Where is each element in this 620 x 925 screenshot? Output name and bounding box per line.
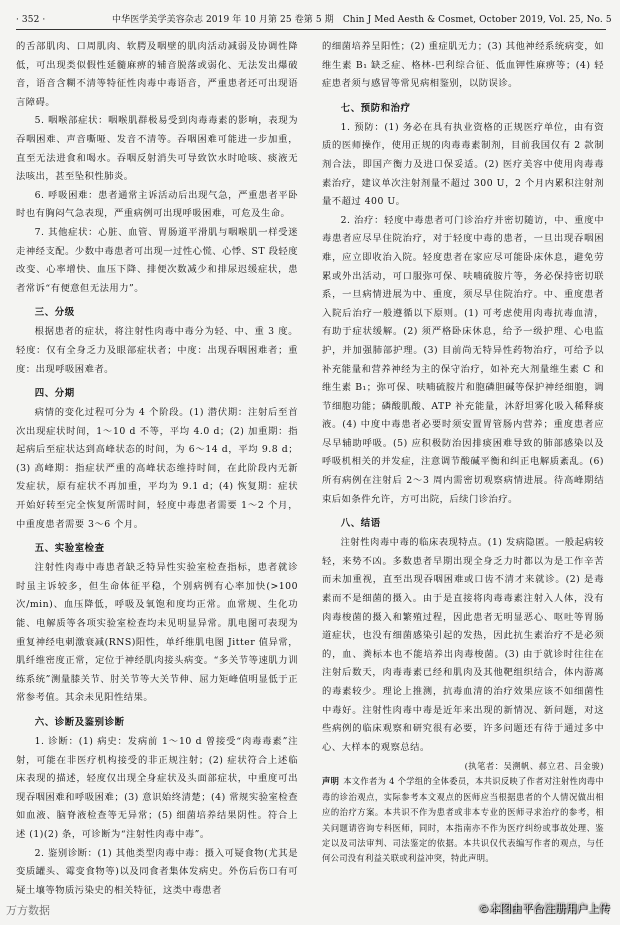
paragraph: 的舌部肌肉、口周肌肉、软腭及咽壁的肌肉活动减弱及协调性降低，可出现类似假性延髓麻痹的辅音脱落或弱化、无法发出爆破音，语音含糊不清等特征性肉毒中毒语音，严重患者还可出现语言障碍。: [16, 41, 298, 108]
disclaimer-statement: [322, 774, 604, 866]
paragraph: 6. 呼吸困难：患者通常主诉活动后出现气急，严重患者平卧时也有胸闷气急表现，严重病例可出现呼吸困难，可危及生命。: [16, 189, 298, 220]
paragraph: 7. 其他症状：心脏、血管、胃肠道平滑肌与咽喉肌一样受迷走神经支配。少数中毒患者可出现一过性心慌、心悸、ST 段轻度改变、心率增快、血压下降、排便次数减少和排尿迟缓症状，患者常诉“有便意但无法用力”。: [16, 226, 298, 294]
section-heading: 八、结语: [340, 518, 381, 530]
upload-watermark: ©本图由平台注册用户上传: [478, 902, 610, 915]
paragraph: 病情的变化过程可分为 4 个阶段。(1) 潜伏期：注射后至首次出现症状时间，1～10 d 不等，平均 4.0 d；(2) 加重期：指起病后至症状达到高峰状态的时间，为 6～14 d，平均 9.8 d；(3) 高峰期：指症状严重的高峰状态维持时间，在此阶段内无新发症状，原有症状不再加重，平均为 9.1 d；(4) 恢复期：症状开始好转至完全恢复所需时间，轻度中毒患者需要 1～2 个月，中重度患者需要 3～6 个月。: [16, 407, 298, 530]
statement-label: 声明: [322, 776, 340, 787]
paragraph: 根据患者的症状，将注射性肉毒中毒分为轻、中、重 3 度。轻度：仅有全身乏力及眼部症状者；中度：出现吞咽困难者；重度：出现呼吸困难者。: [16, 326, 298, 375]
paragraph: 注射性肉毒中毒患者缺乏特异性实验室检查指标，患者就诊时虽主诉较多，但生命体征平稳，个别病例有心率加快(>100 次/min)、血压降低，呼吸及氧饱和度均正常。血常规、生化功能、电解质等各项实验室检查均未见明显异常。肌电图可表现为重复神经电刺激衰减(RNS)阳性，单纤维肌电图 Jitter 值异常，肌纤维密度正常，定位于神经肌肉接头病变。“多关节等速肌力训练系统”测量膝关节、肘关节等大关节伸、屈力矩峰值明显低于正常参考值。其余未见阳性结果。: [16, 562, 298, 704]
paragraph: 注射性肉毒中毒的临床表现特点。(1) 发病隐匿。一般起病较轻，来势不凶。多数患者早期出现全身乏力时都以为是工作辛苦而未加重视，直至出现吞咽困难或口齿不清才来就诊。(2) 是毒素而不是细菌的摄入。由于是直接将肉毒毒素注射入人体，没有肉毒梭菌的摄入和繁殖过程，因此患者无明显恶心、呕吐等胃肠道症状，也没有细菌感染引起的发热，因此抗生素治疗不是必须的，血、粪标本也不能培养出肉毒梭菌。(3) 由于就诊时往往在注射后数天，肉毒毒素已经和肌肉及其他靶组织结合，体内游离的毒素较少。理论上推测，抗毒血清的治疗效果应该不如细菌性中毒好。注射性肉毒中毒是近年来出现的新情况、新问题，对这些病例的临床观察和研究很有必要，许多问题还有待于通过多中心、大样本的观察总结。: [322, 537, 604, 753]
section-heading: 五、实验室检查: [34, 543, 105, 555]
author-credit: (执笔者：吴溯帆、郝立君、吕金骏): [464, 761, 604, 772]
paragraph: 5. 咽喉部症状：咽喉肌群极易受到肉毒毒素的影响，表现为吞咽困难、声音嘶哑、发音不清等。吞咽困难可能进一步加重，直至无法进食和喝水。吞咽反射消失可导致饮水时呛咳、痰液无法咳出，甚至坠积性肺炎。: [16, 115, 298, 183]
section-heading: 六、诊断及鉴别诊断: [34, 717, 125, 728]
wanfang-watermark: 万方数据: [6, 904, 50, 917]
statement-text: 本文作者为 4 个学组的全体委员，本共识反映了作者对注射性肉毒中毒的诊治观点，实际参考本文观点的医师应当根据患者的个人情况做出相应的治疗方案。本共识不作为患者或非本专业的医师寻求治疗的参考，相关问题请咨询专科医师，同时，本指南亦不作为医疗纠纷或事故处理、鉴定以及司法审判、司法鉴定的依据。本共识仅代表编写作者的观点，与任何公司没有利益关联或利益冲突，特此声明。: [322, 776, 604, 864]
journal-title: 中华医学美学美容杂志 2019 年 10 月第 25 卷第 5 期 Chin J Med Aesth & Cosmet, October 2019, Vol. 25, No. 5: [112, 15, 612, 25]
section-heading: 四、分期: [34, 388, 75, 400]
running-header: [16, 13, 612, 30]
section-heading: 七、预防和治疗: [340, 102, 411, 114]
paragraph: 1. 预防：(1) 务必在具有执业资格的正规医疗单位，由有资质的医师操作，使用正规的肉毒毒素制剂，目前我国仅有 2 款制剂合法，即国产衡力及进口保妥适。(2) 医疗美容中使用肉毒毒素治疗，建议单次注射剂量不超过 300 U，2 个月内累积注射剂量不超过 400 U。: [322, 121, 604, 208]
right-column: [322, 38, 604, 883]
page-number: · 352 ·: [16, 15, 46, 25]
paragraph: 2. 鉴别诊断：(1) 其他类型肉毒中毒：摄入可疑食物(尤其是变质罐头、霉变食物等)以及同食者集体发病史。外伤后伤口有可疑土壤等物质污染史的相关特征，这类中毒患者: [16, 847, 298, 896]
paragraph: 的细菌培养呈阳性；(2) 重症肌无力；(3) 其他神经系统病变，如维生素 B₁ 缺乏症、格林-巴利综合征、低血钾性麻痹等；(4) 轻症患者须与感冒等常见病相鉴别，以防误诊。: [322, 41, 604, 90]
paragraph: 1. 诊断：(1) 病史：发病前 1～10 d 曾接受“肉毒毒素”注射，可能在非医疗机构接受的非正规注射；(2) 症状符合上述临床表现的描述，轻度仅出现全身症状及头面部症状，中重度可出现吞咽困难和呼吸困难；(3) 意识始终清楚；(4) 常规实验室检查如血液、脑脊液检查等无异常；(5) 细菌培养结果阴性。符合上述 (1)(2) 条，可诊断为“注射性肉毒中毒”。: [16, 736, 298, 840]
paragraph: 2. 治疗：轻度中毒患者可门诊治疗并密切随访，中、重度中毒患者应尽早住院治疗，对于轻度中毒的患者，一旦出现吞咽困难，应立即收治入院。轻度患者在家应尽可能卧床休息，避免劳累或外出活动，可口服弥可保、呋喃硫胺片等，务必保持密切联系，一旦病情进展为中、重度，须尽早住院治疗。中、重度患者入院后治疗一般遵循以下原则。(1) 可考虑使用肉毒抗毒血清，有助于症状缓解。(2) 须严格卧床休息，给予一级护理、心电监护，并加强肺部护理。(3) 目前尚无特异性药物治疗，可给予以补充能量和营养神经为主的保守治疗，如补充大剂量维生素 C 和维生素 B₁；弥可保、呋喃硫胺片和胞磷胆碱等保护神经细胞，调节细胞功能；磷酸肌酸、ATP 补充能量，沐舒坦雾化吸入稀释痰液。(4) 中度中毒患者必要时须安置胃管肠内营养；重度患者应尽早辅助呼吸。(5) 应积极防治因排痰困难导致的肺部感染以及呼吸机相关的并发症，注意调节酸碱平衡和纠正电解质紊乱。(6) 所有病例在注射后 2～3 周内需密切观察病情进展。待高峰期结束后如条件允许，方可出院，后续门诊治疗。: [322, 214, 604, 505]
left-column: [16, 38, 298, 896]
section-heading: 三、分级: [34, 307, 75, 319]
